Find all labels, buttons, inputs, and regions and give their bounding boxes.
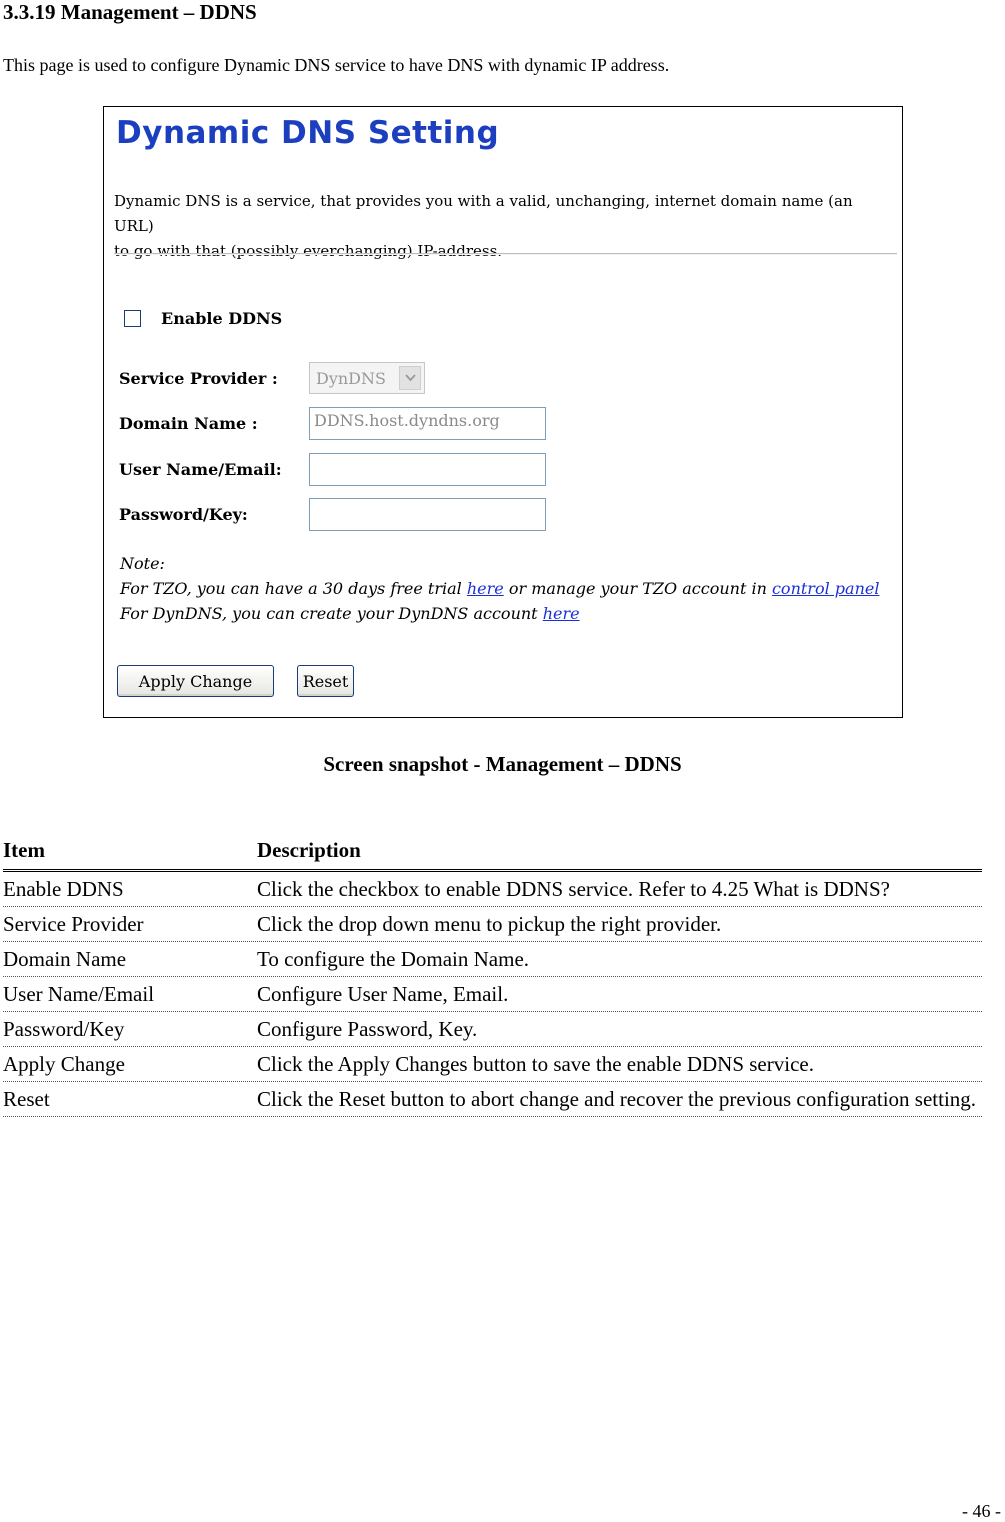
note-tzo-line	[120, 576, 879, 601]
service-provider-row	[119, 362, 425, 394]
note-dyndns-line	[120, 601, 879, 626]
table-row	[3, 942, 982, 977]
intro-text: This page is used to configure Dynamic DNS service to have DNS with dynamic IP address.	[3, 55, 670, 75]
row-description: Click the Apply Changes button to save the enable DDNS service.	[257, 1052, 814, 1076]
control-panel-link[interactable]: control panel	[771, 579, 880, 598]
password-label: Password/Key:	[119, 505, 248, 524]
panel-title: Dynamic DNS Setting	[116, 115, 500, 151]
row-description: To configure the Domain Name.	[257, 947, 530, 971]
reset-button[interactable]: Reset	[297, 665, 354, 697]
table-header	[3, 832, 982, 872]
domain-name-input[interactable]: DDNS.host.dyndns.org	[309, 407, 546, 440]
table-row	[3, 977, 982, 1012]
page-number: - 46 -	[962, 1501, 1001, 1521]
header-description: Description	[257, 838, 361, 862]
row-description: Click the drop down menu to pickup the right provider.	[257, 912, 722, 936]
tzo-trial-link[interactable]: here	[466, 579, 504, 598]
table-row	[3, 1047, 982, 1082]
enable-ddns-row	[124, 309, 282, 328]
row-item: User Name/Email	[3, 982, 155, 1006]
row-item: Reset	[3, 1087, 50, 1111]
password-row	[119, 498, 546, 531]
password-input[interactable]	[309, 498, 546, 531]
table-row	[3, 872, 982, 907]
table-row	[3, 907, 982, 942]
apply-change-button[interactable]: Apply Change	[117, 665, 274, 697]
table-row	[3, 1012, 982, 1047]
dyndns-account-link[interactable]: here	[542, 604, 580, 623]
service-provider-select[interactable]	[309, 362, 425, 394]
panel-description-line1: Dynamic DNS is a service, that provides you with a valid, unchanging, internet domain name (an URL)	[114, 192, 853, 235]
row-description: Click the checkbox to enable DDNS service. Refer to 4.25 What is DDNS?	[257, 877, 890, 901]
row-description: Configure User Name, Email.	[257, 982, 509, 1006]
row-item: Service Provider	[3, 912, 144, 936]
row-item: Domain Name	[3, 947, 127, 971]
screenshot-panel	[103, 106, 903, 718]
enable-ddns-label: Enable DDNS	[161, 309, 283, 328]
note-label: Note:	[120, 554, 165, 573]
note-tzo-prefix: For TZO, you can have a 30 days free trial	[120, 579, 467, 598]
note-dyndns-prefix: For DynDNS, you can create your DynDNS account	[120, 604, 543, 623]
service-provider-label: Service Provider :	[119, 368, 278, 388]
screenshot-caption: Screen snapshot - Management – DDNS	[323, 752, 682, 776]
chevron-down-icon[interactable]	[399, 366, 421, 390]
enable-ddns-checkbox[interactable]	[124, 310, 141, 327]
note-tzo-middle: or manage your TZO account in	[503, 579, 772, 598]
row-description: Configure Password, Key.	[257, 1017, 478, 1041]
service-provider-value: DynDNS	[316, 368, 386, 388]
row-item: Password/Key	[3, 1017, 125, 1041]
row-description: Click the Reset button to abort change and recover the previous configuration setting.	[257, 1087, 977, 1111]
domain-name-label: Domain Name :	[119, 414, 258, 433]
table-row	[3, 1082, 982, 1117]
panel-description-line2: to go with that (possibly everchanging) IP-address.	[114, 242, 503, 260]
description-table	[3, 832, 982, 1117]
header-item: Item	[3, 838, 45, 862]
row-item: Apply Change	[3, 1052, 125, 1076]
note-block	[120, 551, 879, 626]
divider	[114, 253, 897, 255]
username-label: User Name/Email:	[119, 460, 282, 479]
username-input[interactable]	[309, 453, 546, 486]
row-item: Enable DDNS	[3, 877, 124, 901]
username-row	[119, 453, 546, 486]
domain-name-row	[119, 407, 546, 440]
section-title: 3.3.19 Management – DDNS	[3, 0, 257, 24]
